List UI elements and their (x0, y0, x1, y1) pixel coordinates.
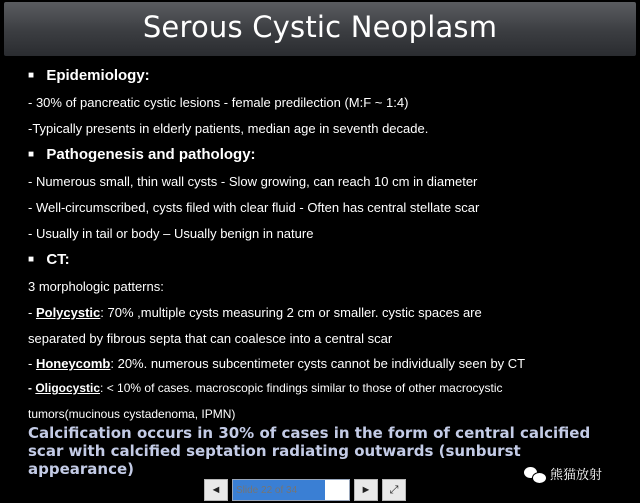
next-slide-button[interactable] (354, 479, 378, 501)
bullet-icon: ■ (28, 149, 35, 160)
title-bar (4, 2, 636, 56)
epidemiology-line-2: -Typically presents in elderly patients, median age in seventh decade. (28, 121, 429, 136)
epidemiology-line-1: - 30% of pancreatic cystic lesions - female predilection (M:F ~ 1:4) (28, 95, 409, 110)
slide-toolbar (204, 479, 406, 501)
fullscreen-icon: ⤢ (389, 483, 399, 496)
watermark-text: 熊猫放射 (550, 467, 603, 482)
watermark (524, 464, 602, 483)
oligocystic-continuation: tumors(mucinous cystadenoma, IPMN) (28, 407, 236, 421)
bullet-icon: ■ (28, 70, 35, 81)
epidemiology-heading: ■ Epidemiology: (28, 67, 150, 84)
oligocystic-term: Oligocystic (35, 381, 101, 395)
slide-number-input[interactable] (233, 480, 325, 500)
wechat-icon (524, 465, 546, 483)
pathogenesis-line-3: - Usually in tail or body – Usually benign in nature (28, 226, 314, 241)
slide-indicator-box (232, 479, 350, 501)
arrow-right-icon: ► (360, 484, 372, 496)
bullet-icon: ■ (28, 254, 35, 265)
previous-slide-button[interactable] (204, 479, 228, 501)
fullscreen-button[interactable] (382, 479, 406, 501)
oligocystic-line: - Oligocystic: < 10% of cases. macroscopic findings similar to those of other macrocystic (28, 381, 503, 395)
slide-title: Serous Cystic Neoplasm (142, 10, 498, 44)
honeycomb-term: Honeycomb (35, 356, 111, 371)
ct-heading: ■ CT: (28, 251, 70, 268)
calcification-note: Calcification occurs in 30% of cases in the form of central calcified scar with calcified septation radiating outwards (sunburst appearance) (28, 424, 591, 478)
polycystic-term: Polycystic (35, 305, 101, 320)
polycystic-line: - Polycystic: 70% ,multiple cysts measuring 2 cm or smaller. cystic spaces are (28, 305, 482, 320)
pathogenesis-heading: ■ Pathogenesis and pathology: (28, 146, 256, 163)
ct-intro: 3 morphologic patterns: (28, 279, 164, 294)
pathogenesis-line-1: - Numerous small, thin wall cysts - Slow growing, can reach 10 cm in diameter (28, 174, 478, 189)
polycystic-continuation: separated by fibrous septa that can coalesce into a central scar (28, 331, 393, 346)
pathogenesis-line-2: - Well-circumscribed, cysts filed with clear fluid - Often has central stellate scar (28, 200, 480, 215)
arrow-left-icon: ◄ (210, 484, 222, 496)
honeycomb-line: - Honeycomb: 20%. numerous subcentimeter cysts cannot be individually seen by CT (28, 356, 526, 371)
